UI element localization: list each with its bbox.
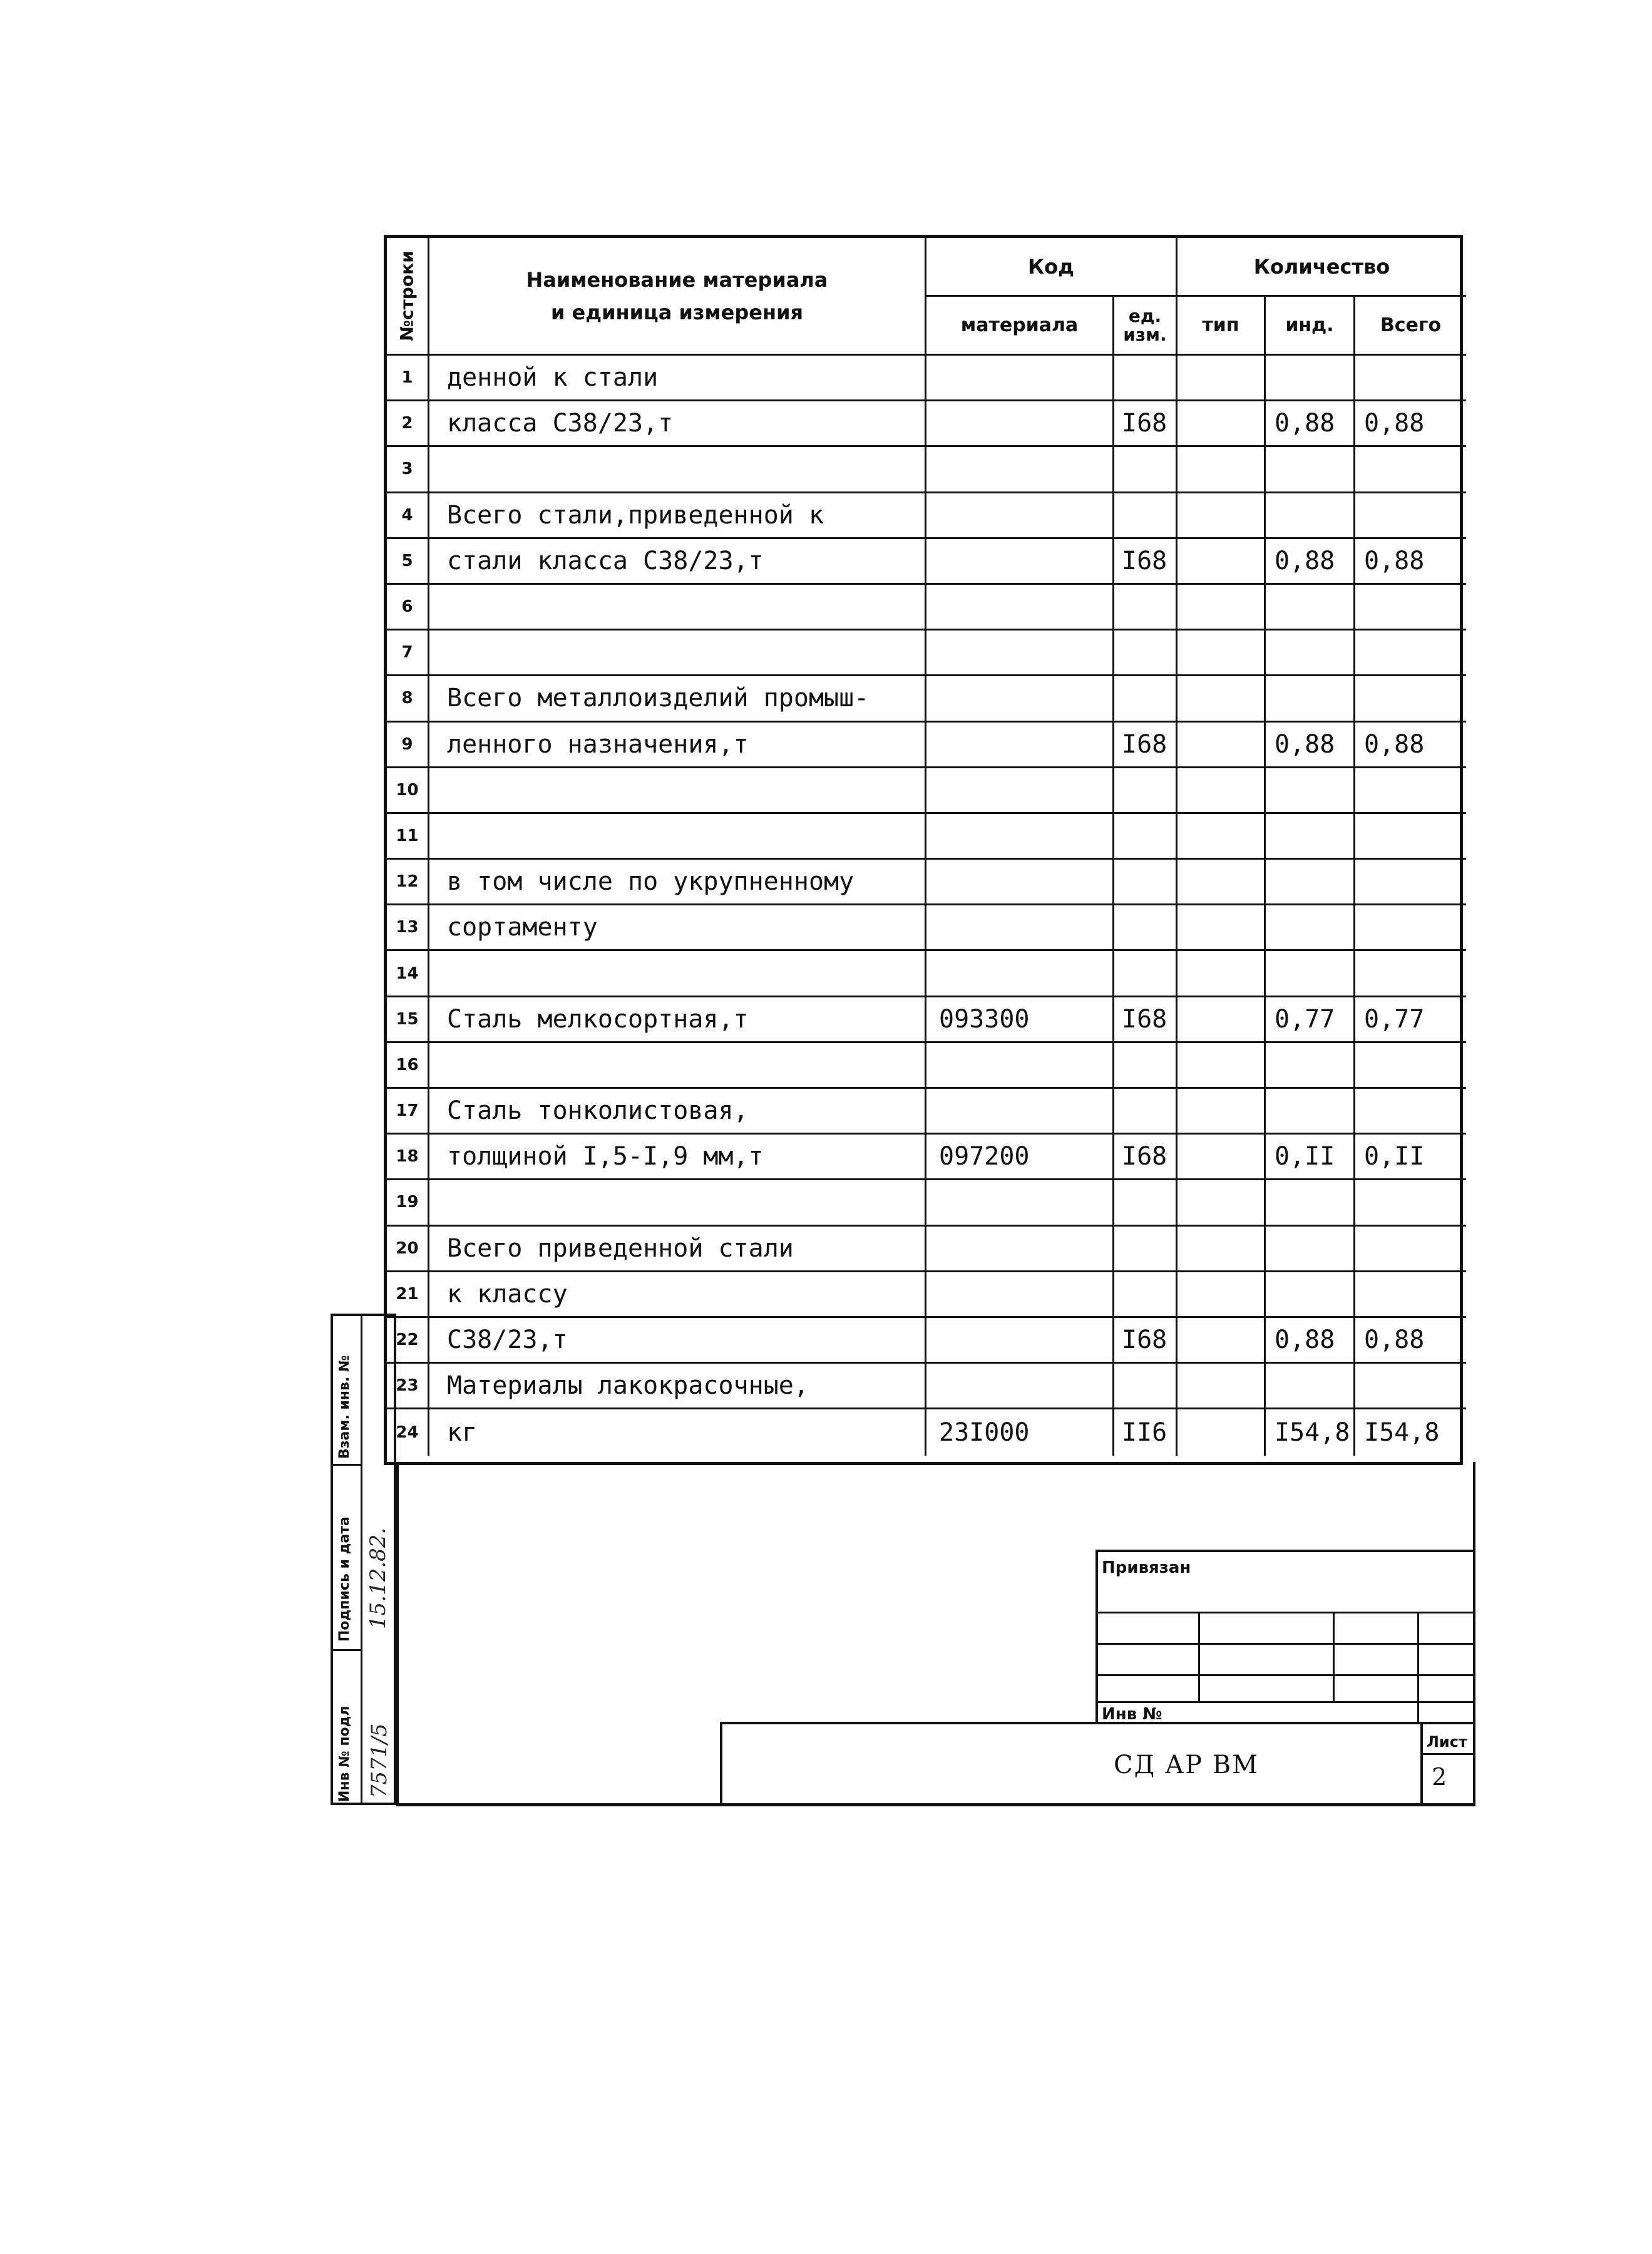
qty-total-cell: [1355, 905, 1466, 951]
qty-type-cell: [1177, 905, 1266, 951]
row-number-cell: 15: [387, 997, 429, 1043]
unit-code-cell: [1114, 447, 1177, 493]
row-number-cell: 4: [387, 493, 429, 539]
qty-total-cell: 0,77: [1355, 997, 1466, 1043]
qty-total-cell: [1355, 493, 1466, 539]
row-number-cell: 5: [387, 539, 429, 585]
row-number-cell: 17: [387, 1089, 429, 1135]
material-code-cell: [926, 951, 1114, 997]
qty-total-cell: [1355, 951, 1466, 997]
material-code-cell: [926, 814, 1114, 860]
row-number-cell: 22: [387, 1318, 429, 1364]
unit-code-cell: [1114, 1180, 1177, 1226]
label-replacement-inv-no: Взам. инв. №: [337, 1355, 352, 1459]
header-code-material: материала: [926, 297, 1114, 356]
qty-ind-cell: [1266, 630, 1355, 676]
qty-ind-cell: [1266, 493, 1355, 539]
main-stamp: [720, 1722, 1474, 1806]
material-name-cell: к классу: [429, 1272, 926, 1318]
material-name-cell: Всего металлоизделий промыш-: [429, 676, 926, 722]
material-name-cell: в том числе по укрупненному: [429, 860, 926, 905]
material-name-cell: [429, 768, 926, 814]
material-code-cell: [926, 401, 1114, 447]
row-number-cell: 3: [387, 447, 429, 493]
qty-type-cell: [1177, 997, 1266, 1043]
material-name-cell: ленного назначения,т: [429, 723, 926, 768]
qty-type-cell: [1177, 356, 1266, 401]
row-number-cell: 7: [387, 630, 429, 676]
inv-no-label: Инв №: [1102, 1705, 1162, 1724]
unit-code-cell: I68: [1114, 723, 1177, 768]
unit-code-cell: I68: [1114, 401, 1177, 447]
unit-code-cell: [1114, 1364, 1177, 1409]
sheet-label: Лист: [1427, 1733, 1467, 1751]
qty-type-cell: [1177, 860, 1266, 905]
unit-code-cell: [1114, 905, 1177, 951]
material-name-cell: Материалы лакокрасочные,: [429, 1364, 926, 1409]
qty-total-cell: [1355, 1180, 1466, 1226]
header-code-group: Код: [926, 238, 1177, 297]
qty-type-cell: [1177, 585, 1266, 630]
row-number-cell: 11: [387, 814, 429, 860]
qty-ind-cell: [1266, 1272, 1355, 1318]
qty-type-cell: [1177, 539, 1266, 585]
material-name-cell: С38/23,т: [429, 1318, 926, 1364]
material-code-cell: [926, 905, 1114, 951]
material-code-cell: [926, 1043, 1114, 1089]
material-code-cell: [926, 1227, 1114, 1272]
qty-total-cell: [1355, 1364, 1466, 1409]
row-number-cell: 24: [387, 1409, 429, 1455]
material-code-cell: 097200: [926, 1135, 1114, 1180]
unit-code-cell: [1114, 1043, 1177, 1089]
qty-type-cell: [1177, 1089, 1266, 1135]
label-original-inv-no: Инв № подл: [337, 1706, 352, 1802]
handwritten-signature-date: 15.12.82.: [366, 1527, 391, 1629]
qty-total-cell: [1355, 630, 1466, 676]
qty-total-cell: [1355, 585, 1466, 630]
row-number-cell: 10: [387, 768, 429, 814]
qty-type-cell: [1177, 1364, 1266, 1409]
material-name-cell: класса С38/23,т: [429, 401, 926, 447]
material-name-cell: денной к стали: [429, 356, 926, 401]
material-code-cell: [926, 447, 1114, 493]
qty-type-cell: [1177, 768, 1266, 814]
qty-type-cell: [1177, 1409, 1266, 1455]
qty-total-cell: [1355, 1089, 1466, 1135]
material-name-cell: [429, 447, 926, 493]
material-code-cell: [926, 493, 1114, 539]
material-name-cell: стали класса С38/23,т: [429, 539, 926, 585]
row-number-cell: 9: [387, 723, 429, 768]
qty-ind-cell: [1266, 1364, 1355, 1409]
row-number-cell: 23: [387, 1364, 429, 1409]
header-code-unit: ед. изм.: [1114, 297, 1177, 356]
qty-total-cell: [1355, 1227, 1466, 1272]
material-name-cell: [429, 630, 926, 676]
qty-type-cell: [1177, 630, 1266, 676]
qty-ind-cell: [1266, 676, 1355, 722]
qty-type-cell: [1177, 1272, 1266, 1318]
row-number-cell: 21: [387, 1272, 429, 1318]
material-code-cell: 23I000: [926, 1409, 1114, 1455]
material-code-cell: [926, 630, 1114, 676]
unit-code-cell: [1114, 1272, 1177, 1318]
qty-type-cell: [1177, 1135, 1266, 1180]
qty-ind-cell: 0,88: [1266, 401, 1355, 447]
qty-type-cell: [1177, 1043, 1266, 1089]
material-code-cell: [926, 676, 1114, 722]
material-name-cell: Всего стали,приведенной к: [429, 493, 926, 539]
qty-ind-cell: 0,II: [1266, 1135, 1355, 1180]
material-name-cell: Сталь мелкосортная,т: [429, 997, 926, 1043]
material-code-cell: [926, 1272, 1114, 1318]
row-number-cell: 13: [387, 905, 429, 951]
qty-ind-cell: [1266, 447, 1355, 493]
row-number-cell: 2: [387, 401, 429, 447]
bound-label: Привязан: [1102, 1558, 1191, 1577]
unit-code-cell: I68: [1114, 1318, 1177, 1364]
material-name-cell: [429, 814, 926, 860]
qty-ind-cell: [1266, 585, 1355, 630]
unit-code-cell: [1114, 768, 1177, 814]
qty-total-cell: I54,8: [1364, 1418, 1440, 1447]
row-number-cell: 16: [387, 1043, 429, 1089]
qty-total-cell: [1355, 1272, 1466, 1318]
qty-total-cell: [1355, 676, 1466, 722]
qty-total-cell: [1355, 814, 1466, 860]
qty-total-cell: 0,88: [1355, 401, 1466, 447]
qty-ind-cell: [1266, 814, 1355, 860]
qty-type-cell: [1177, 493, 1266, 539]
qty-total-cell: 0,88: [1355, 1318, 1466, 1364]
row-number-cell: 6: [387, 585, 429, 630]
qty-ind-cell: [1266, 905, 1355, 951]
margin-stamp: [331, 1314, 396, 1805]
qty-ind-cell: 0,88: [1266, 539, 1355, 585]
material-code-cell: [926, 1180, 1114, 1226]
row-number-cell: 19: [387, 1180, 429, 1226]
header-material-name: Наименование материала и единица измерения: [429, 238, 926, 356]
bound-block: [1095, 1550, 1474, 1722]
material-code-cell: [926, 1364, 1114, 1409]
qty-total-cell: 0,88: [1355, 723, 1466, 768]
material-name-cell: кг: [429, 1409, 926, 1455]
row-number-cell: 8: [387, 676, 429, 722]
qty-type-cell: [1177, 951, 1266, 997]
row-number-cell: 18: [387, 1135, 429, 1180]
unit-code-cell: [1114, 951, 1177, 997]
material-code-cell: [926, 860, 1114, 905]
header-qty-type: тип: [1177, 297, 1266, 356]
material-name-cell: сортаменту: [429, 905, 926, 951]
handwritten-original-inv-no: 7571/5: [367, 1723, 392, 1798]
qty-total-cell: [1355, 1043, 1466, 1089]
qty-type-cell: [1177, 676, 1266, 722]
materials-table: [384, 235, 1463, 1465]
unit-code-cell: [1114, 1089, 1177, 1135]
qty-ind-cell: [1266, 951, 1355, 997]
label-signature-date: Подпись и дата: [337, 1516, 352, 1642]
qty-ind-cell: 0,88: [1266, 1318, 1355, 1364]
unit-code-cell: [1114, 860, 1177, 905]
qty-ind-cell: [1266, 356, 1355, 401]
qty-ind-cell: [1266, 1043, 1355, 1089]
material-name-cell: [429, 1043, 926, 1089]
unit-code-cell: [1114, 630, 1177, 676]
sheet-box: [1420, 1724, 1474, 1806]
qty-ind-cell: [1266, 1227, 1355, 1272]
row-number-cell: 12: [387, 860, 429, 905]
qty-ind-cell: [1266, 860, 1355, 905]
document-code: СД АР ВМ: [1114, 1751, 1260, 1779]
material-name-cell: [429, 585, 926, 630]
unit-code-cell: [1114, 356, 1177, 401]
qty-total-cell: [1355, 447, 1466, 493]
header-row-number: №строки: [387, 238, 429, 356]
unit-code-cell: I68: [1114, 1135, 1177, 1180]
sheet-number: 2: [1432, 1763, 1447, 1791]
material-name-cell: толщиной I,5-I,9 мм,т: [429, 1135, 926, 1180]
unit-code-cell: [1114, 814, 1177, 860]
row-number-cell: 1: [387, 356, 429, 401]
row-number-cell: 14: [387, 951, 429, 997]
unit-code-cell: [1114, 493, 1177, 539]
qty-ind-cell: [1266, 1180, 1355, 1226]
header-quantity-group: Количество: [1177, 238, 1466, 297]
unit-code-cell: [1114, 585, 1177, 630]
material-name-cell: Всего приведенной стали: [429, 1227, 926, 1272]
material-code-cell: [926, 539, 1114, 585]
qty-total-cell: [1355, 768, 1466, 814]
qty-total-cell: [1355, 860, 1466, 905]
material-code-cell: [926, 585, 1114, 630]
material-code-cell: [926, 1089, 1114, 1135]
qty-ind-cell: [1266, 768, 1355, 814]
qty-type-cell: [1177, 723, 1266, 768]
qty-type-cell: [1177, 1318, 1266, 1364]
unit-code-cell: [1114, 676, 1177, 722]
qty-ind-cell: [1266, 1089, 1355, 1135]
qty-type-cell: [1177, 814, 1266, 860]
qty-type-cell: [1177, 401, 1266, 447]
header-qty-ind: инд.: [1266, 297, 1355, 356]
qty-total-cell: 0,II: [1355, 1135, 1466, 1180]
qty-ind-cell: I54,8: [1266, 1409, 1355, 1455]
material-code-cell: [926, 768, 1114, 814]
unit-code-cell: II6: [1114, 1409, 1177, 1455]
row-number-cell: 20: [387, 1227, 429, 1272]
material-name-cell: [429, 1180, 926, 1226]
material-code-cell: 093300: [926, 997, 1114, 1043]
qty-ind-cell: 0,77: [1266, 997, 1355, 1043]
qty-type-cell: [1177, 1180, 1266, 1226]
header-qty-total: Всего: [1355, 297, 1466, 356]
unit-code-cell: I68: [1114, 997, 1177, 1043]
material-code-cell: [926, 723, 1114, 768]
unit-code-cell: [1114, 1227, 1177, 1272]
qty-ind-cell: 0,88: [1266, 723, 1355, 768]
qty-total-cell: [1355, 356, 1466, 401]
material-code-cell: [926, 1318, 1114, 1364]
material-code-cell: [926, 356, 1114, 401]
material-name-cell: [429, 951, 926, 997]
unit-code-cell: I68: [1114, 539, 1177, 585]
qty-type-cell: [1177, 1227, 1266, 1272]
material-name-cell: Сталь тонколистовая,: [429, 1089, 926, 1135]
qty-total-cell: 0,88: [1355, 539, 1466, 585]
qty-type-cell: [1177, 447, 1266, 493]
